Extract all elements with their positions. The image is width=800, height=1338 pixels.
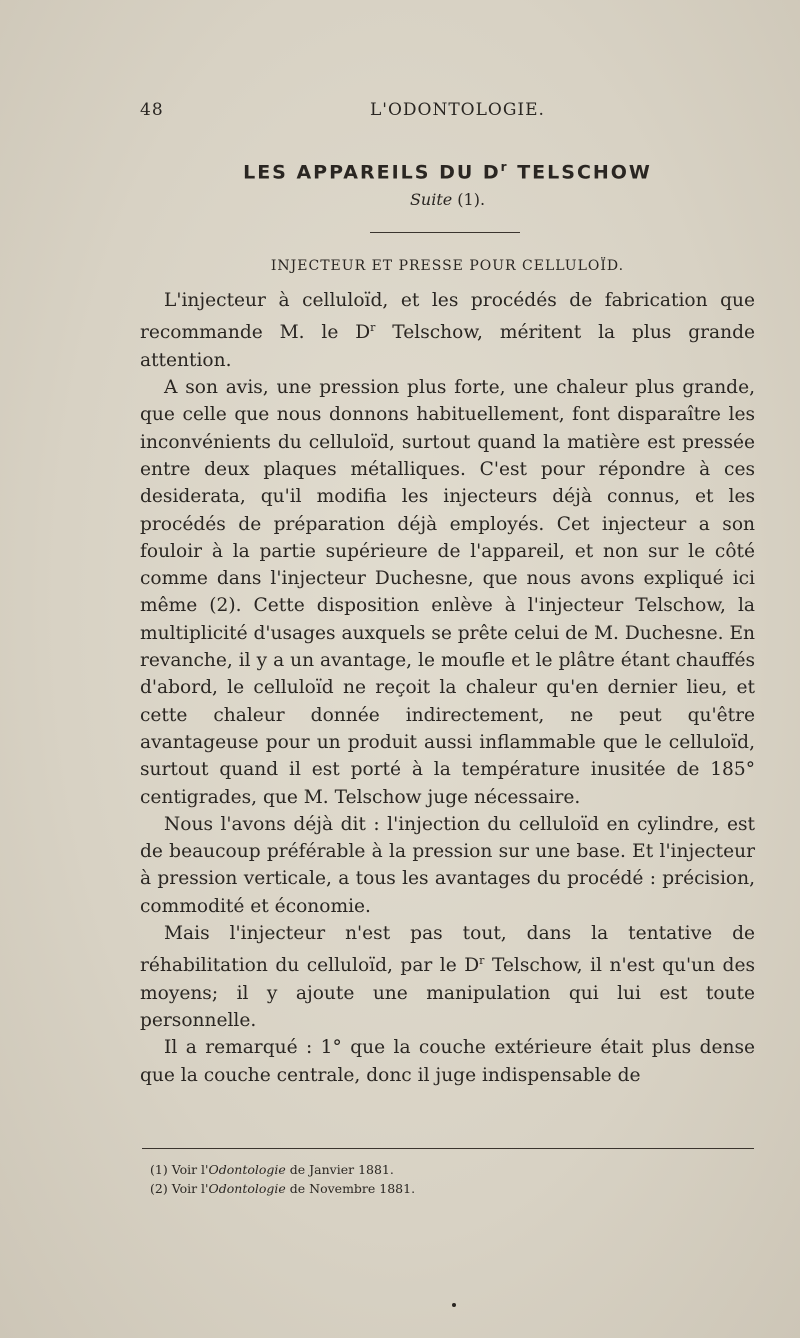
footnote-2-number: (2) — [150, 1181, 168, 1196]
running-head — [140, 100, 780, 124]
article-title-superscript: r — [500, 160, 509, 174]
subtitle-suite: Suite — [409, 190, 453, 209]
footnote-2-suffix: de Novembre 1881. — [285, 1181, 416, 1196]
paragraph-4-start: Mais l'injecteur n'est pas tout, dans la tentative de réhabilitation du celluloïd, par le D — [140, 923, 755, 977]
body-text — [140, 287, 755, 1089]
subtitle-footnote-ref: (1). — [452, 190, 486, 209]
footnote-1 — [150, 1160, 750, 1179]
paragraph-4 — [140, 920, 755, 1034]
section-heading: INJECTEUR ET PRESSE POUR CELLULOÏD. — [270, 258, 625, 274]
footnote-2-prefix: Voir l' — [171, 1181, 209, 1196]
article-subtitle — [140, 190, 755, 209]
paragraph-4-superscript: r — [479, 954, 485, 968]
footnote-2-journal: Odontologie — [208, 1181, 286, 1196]
footnote-2 — [150, 1179, 750, 1198]
paragraph-1-start: L'injecteur à celluloïd, et les procédés de fabrication que recommande M. le D — [140, 290, 755, 344]
journal-title: L'ODONTOLOGIE. — [370, 100, 545, 120]
paragraph-1-end: Telschow, méritent la plus grande attention. — [140, 322, 755, 371]
title-divider — [370, 232, 520, 233]
footnote-1-prefix: Voir l' — [171, 1162, 209, 1177]
paragraph-5: Il a remarqué : 1° que la couche extérieure était plus dense que la couche centrale, donc il juge indispensable de — [140, 1037, 755, 1086]
footnotes — [150, 1160, 750, 1198]
footnote-1-number: (1) — [150, 1162, 168, 1177]
paragraph-1 — [140, 287, 755, 374]
article-title — [140, 160, 755, 183]
article-title-end: TELSCHOW — [508, 161, 652, 184]
paragraph-4-end: Telschow, il n'est qu'un des moyens; il y ajoute une manipulation qui lui est toute personnelle. — [140, 955, 755, 1032]
paragraph-2: A son avis, une pression plus forte, une chaleur plus grande, que celle que nous donnons habituellement, font disparaître les inconvénients du celluloïd, surtout quand la matière est pressée entre deux plaques métalliques. C'est pour répondre à ces desiderata, qu'il modifia les injecteurs déjà connus, et les procédés de préparation déjà employés. Cet injecteur a son fouloir à la partie supérieure de l'appareil, et non sur le côté comme dans l'injecteur Duchesne, que nous avons expliqué ici même (2). Cette disposition enlève à l'injecteur Telschow, la multiplicité d'usages auxquels se prête celui de M. Duchesne. En revanche, il y a un avantage, le moufle et le plâtre étant chauffés d'abord, le celluloïd ne reçoit la chaleur qu'en dernier lieu, et cette chaleur donnée indirectement, ne peut qu'être avantageuse pour un produit aussi inflammable que le celluloïd, surtout quand il est porté à la température inusitée de 185° centigrades, que M. Telschow juge nécessaire. — [140, 377, 755, 808]
footnote-divider — [142, 1148, 754, 1149]
printer-dot-mark — [452, 1303, 456, 1307]
page-number: 48 — [140, 100, 164, 120]
article-title-main: LES APPAREILS DU D — [243, 161, 501, 184]
footnote-1-suffix: de Janvier 1881. — [285, 1162, 394, 1177]
paragraph-3: Nous l'avons déjà dit : l'injection du celluloïd en cylindre, est de beaucoup préférable à la pression sur une base. Et l'injecteur à pression verticale, a tous les avantages du procédé : précision, commodité et économie. — [140, 813, 755, 917]
paragraph-1-superscript: r — [370, 321, 376, 335]
footnote-1-journal: Odontologie — [208, 1162, 286, 1177]
